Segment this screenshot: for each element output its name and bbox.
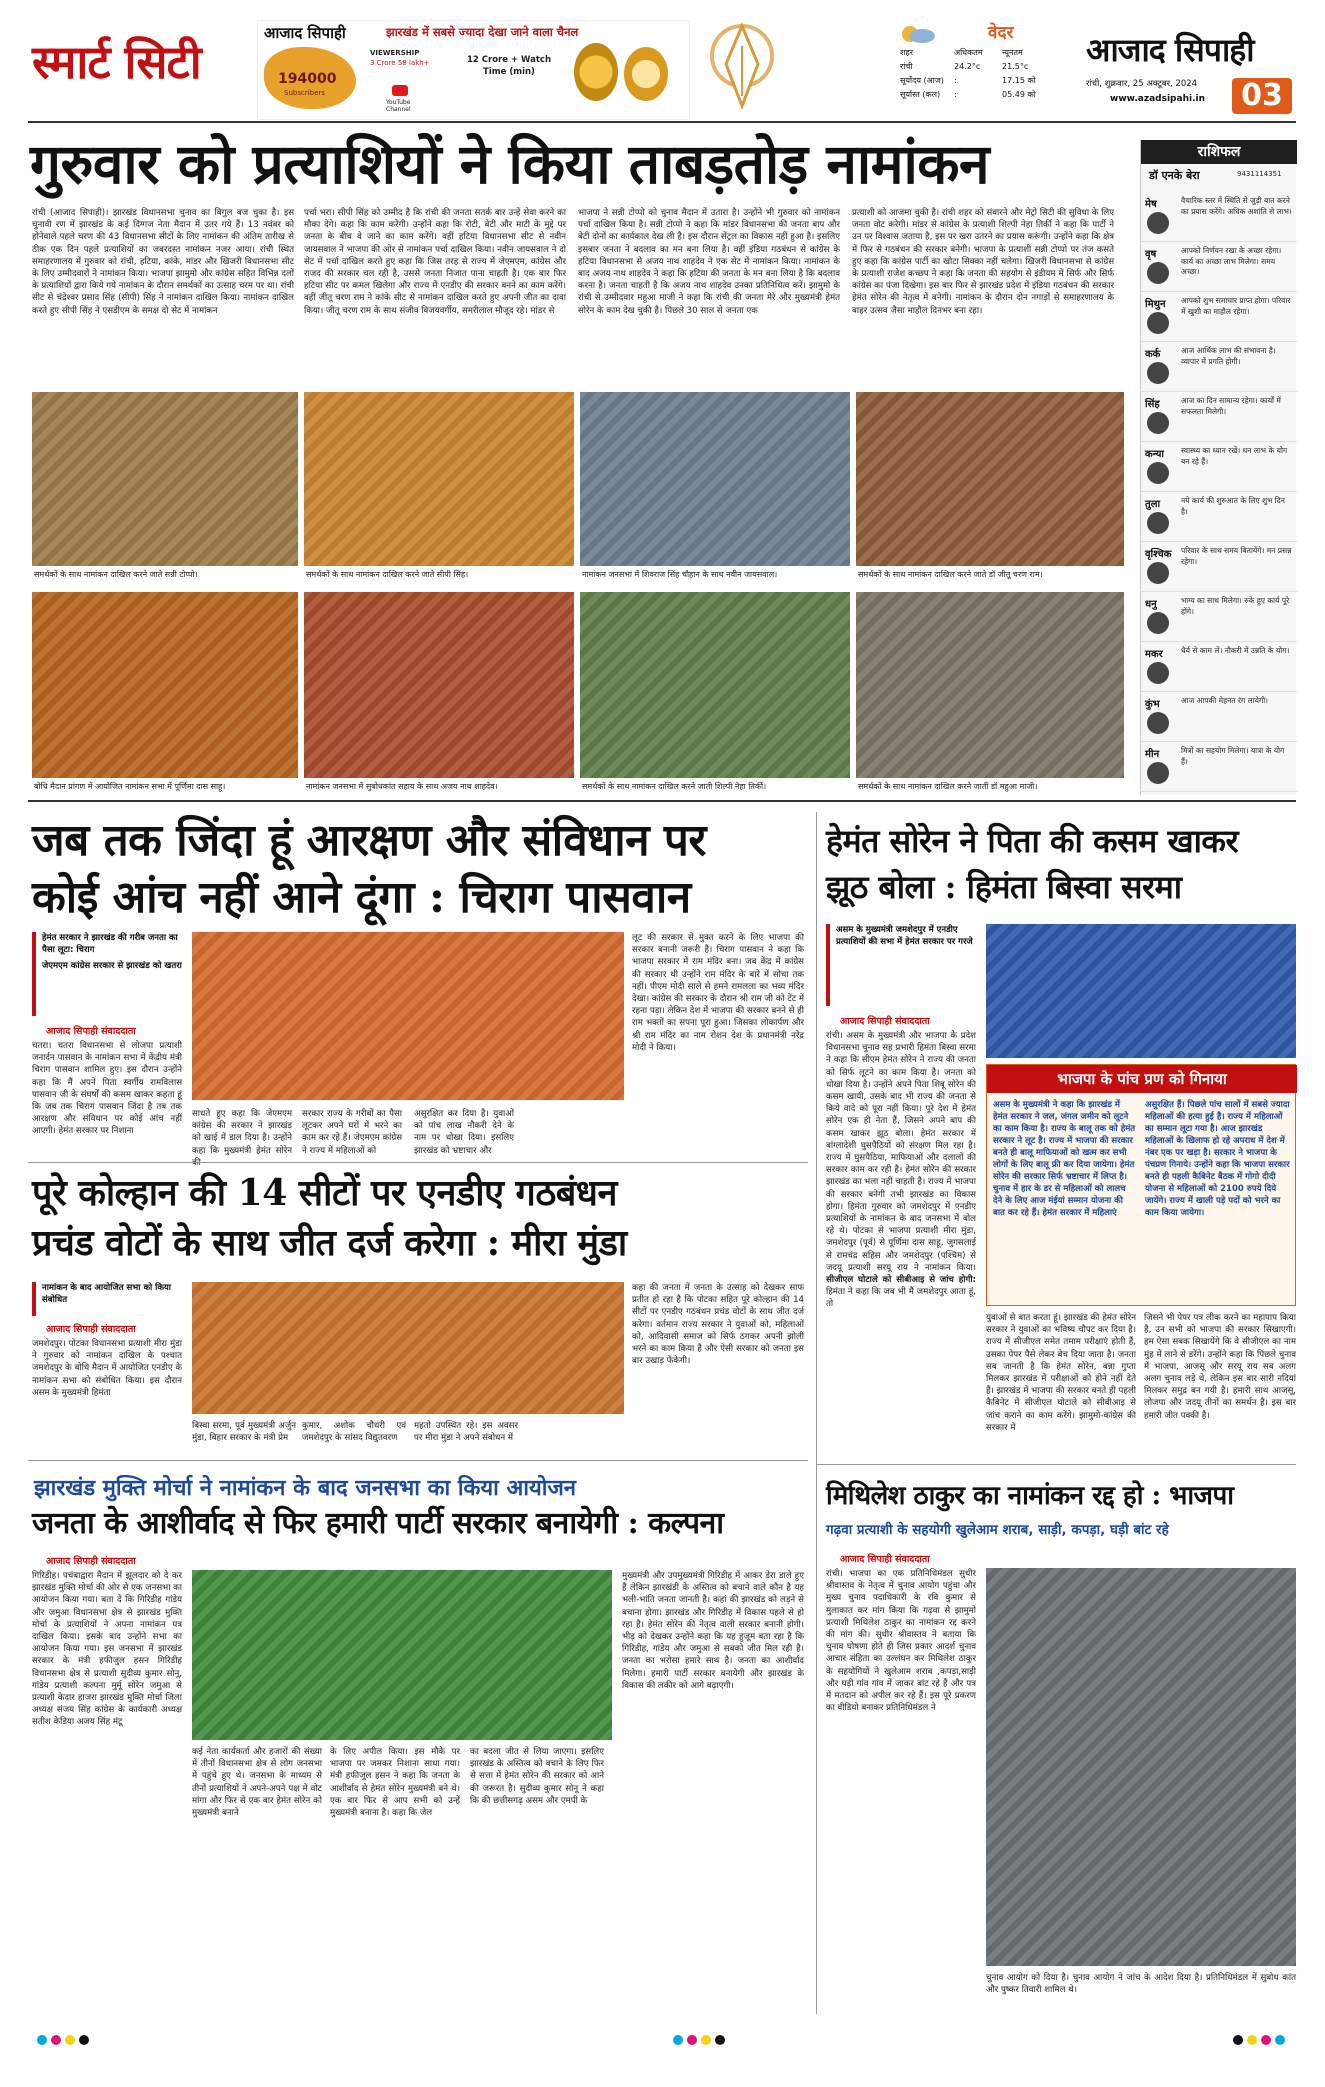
mithilesh-col-1: रांची। भाजपा का एक प्रतिनिधिमंडल सुधीर श्रीवास्तव के नेतृत्व में चुनाव आयोग पहुंचा और मुख्य चुनाव पदाधिकारी के रवि कुमार से मुलाकात कर मांग किया कि गढ़वा से झामुमो प्रत्याशी मिथिलेश ठाकुर का नामांकन रद्द करने की मांग की। सुधीर श्रीवास्तव ने बताया कि चुनाव घोषणा होते ही जिस प्रकार आदर्श चुनाव आचार संहिता का उल्लंघन कर मिथिलेश ठाकुर के सहयोगियों ने खुलेआम शराब ,कपड़ा,साड़ी और घड़ी गांव गांव में जाकर बांट रहे हैं और पत्र में मतदान को अपील कर रहे हैं। इस पूरे प्रकरण का वीडियो बनाकर प्रतिनिधिमंडल ने	[826, 1569, 976, 1714]
rashi-text: धैर्य से काम लें। नौकरी में उन्नति के योग।	[1181, 646, 1290, 655]
rashi-name: मकर	[1145, 649, 1163, 660]
rashifal-list	[1141, 192, 1297, 792]
mithilesh-headline: मिथिलेश ठाकुर का नामांकन रद्द हो : भाजपा	[826, 1481, 1234, 1511]
rashi-name: मिथुन	[1145, 299, 1166, 310]
rashifal-item	[1141, 442, 1297, 492]
lead-col-3: भाजपा ने सन्नी टोप्पो को चुनाव मैदान में उतारा है। उन्होंने भी गुरुवार को नामांकन पर्चा दाखिल किया है। सन्नी टोप्पो ने कहा कि मांडर विधानसभा की जनता बाप और बेटी दोनों का कार्यकाल देख ली है। इस दौरान सेंट्रल का विकास नहीं हुआ है। इसलिए इसबार जनता ने बदलाव का मन बना लिया है। वहीं इंडिया गठबंधन से कांग्रेस के हटिया विधानसभा से अजय नाथ शाहदेव ने एक सेट में नामांकन किया। नामांकन के बाद अजय नाथ शाहदेव ने कहा कि हटिया की जनता के मन बना लिया है कि बदलाव करना है। जनता चाहती है कि अजय नाथ शाहदेव उनका प्रतिनिधित्व करें। झामुमो के रांची से उम्मीदवार महुआ माजी ने कहा कि रांची की जनता मेरे और मुख्यमंत्री हेमंत सोरेन के काम देख चुकी है। पिछले 30 साल से जनता एक	[578, 208, 840, 316]
chirag-headline-2: कोई आंच नहीं आने दूंगा : चिराग पासवान	[32, 872, 691, 923]
rashifal-item	[1141, 592, 1297, 642]
chirag-col-3: सरकार राज्य के गरीबों का पैसा लूटकर अपने घरों में भरने का काम कर रहे हैं। जेएमएम कांग्रेस ने राज्य में महिलाओं को	[302, 1109, 402, 1156]
lead-caption-1: समर्थकों के साथ नामांकन दाखिल करने जाते सन्नी टोप्पो।	[34, 570, 198, 579]
weather-box	[892, 20, 1054, 112]
zodiac-icon	[1147, 662, 1169, 684]
weather-cell: सूर्यास्त (कल)	[900, 90, 941, 99]
rashi-name: सिंह	[1145, 399, 1160, 410]
weather-row	[900, 46, 1050, 60]
weather-cell: रांची	[900, 62, 913, 71]
weather-cell: सूर्योदय (आज)	[900, 76, 944, 85]
channel-banner	[257, 20, 690, 120]
rule-jmm	[28, 1460, 808, 1461]
zodiac-icon	[1147, 462, 1169, 484]
himanta-col-3: जिसने भी पेपर पत्र लीक करने का महापाप किया है, उन सभी को भाजपा की सरकार सिखाएगी। हम ऐसा सबक सिखायेंगे कि वे सीजीएल का नाम मुंह में लाने से डरेंगे। उन्होंने कहा कि पिछले चुनाव में भाजपा, आजसू और सरयू राय सब अलग अलग चुनाव लड़े थे, लेकिन इस बार सारी नदियां मिलकर समुद्र बन गयी है। हमारी साथ आजसू, लोजपा और जदयू तीनों का समर्थन है। इस बार हमारी जीत पक्की है।	[1144, 1313, 1296, 1421]
mithilesh-byline: आजाद सिपाही संवाददाता	[840, 1554, 930, 1565]
lead-caption-3: नामांकन जनसभा में शिवराज सिंह चौहान के साथ नवीन जायसवाल।	[582, 570, 778, 579]
himanta-box-right: असुरक्षित हैं। पिछले पांच सालों में सबसे ज्यादा महिलाओं की हत्या हुई है। राज्य में महिलाओं का सम्मान लूटा गया है। आज झारखंड महिलाओं के खिलाफ हो रहे अपराध में देश में नंबर एक पर खड़ा है। सरकार ने भाजपा के पंचप्रण गिनाये। उन्होंने कहा कि भाजपा सरकार बनते ही पहली कैबिनेट बैठक में गोगो दीदी योजना से महिलाओं को 2100 रुपये दिये जायेंगे। राज्य में खाली पड़े पदों को भरने का काम किया जायेगा।	[1145, 1100, 1290, 1218]
rule-mithilesh	[816, 1464, 1296, 1465]
lead-photo-4	[856, 392, 1124, 566]
lead-caption-7: समर्थकों के साथ नामांकन दाखिल करने जाती शिल्पी नेहा तिर्की।	[582, 782, 767, 791]
chirag-col-5: लूट की सरकार से मुक्त करने के लिए भाजपा की सरकार बनानी जरूरी है। चिराग पासवान ने कहा कि भाजपा सरकार में राम मंदिर बना। जब केंद्र में कांग्रेस की सरकार थी उन्होंने राम मंदिर के बारे में सोचा तक नहीं। पीएम मोदी साले से हमने रामलला का भव्य मंदिर देखा। कांग्रेस की सरकार के दौरान श्री राम जी को टेंट में रहना पड़ा। लेकिन देश में भाजपा की सरकार बनने से ही राम भक्तों का सपना पूरा हुआ। जिसका लोकार्पण और श्री राम मंदिर का नाम रोशन देश के प्रधानमंत्री नरेंद्र मोदी ने किया।	[632, 933, 804, 1053]
kolhan-col-1: जमशेदपुर। पोटका विधानसभा प्रत्याशी मीरा मुंडा ने गुरुवार को नामांकन दाखिल के पश्चात जमशेदपुर के बोधि मैदान में आयोजित एनडीए के नामांकन सभा को संबोधित किया। इस दौरान असम के मुख्यमंत्री हिमंता	[32, 1339, 182, 1398]
youtube-icon	[392, 85, 408, 96]
banner-brand: आजाद सिपाही	[264, 24, 346, 42]
jmm-photo	[192, 1570, 612, 1740]
rashifal-item	[1141, 292, 1297, 342]
jmm-col-2: कई नेता कार्यकर्ता और हजारों की संख्या में तीनों विधानसभा क्षेत्र से लोग जनसभा में पहुंचे हुए थे। जनसभा के माध्यम से तीनों प्रत्याशियों ने अपने-अपने पक्ष में वोट मांगा और फिर से एक बार हेमंत सोरेन को मुख्यमंत्री बनाने	[192, 1747, 322, 1819]
rashi-name: तुला	[1145, 499, 1161, 510]
youtube-label: YouTube Channel	[386, 99, 411, 113]
zodiac-icon	[1147, 612, 1169, 634]
rashi-text: आज आपकी मेहनत रंग लायेगी।	[1181, 696, 1268, 705]
rashifal-item	[1141, 342, 1297, 392]
himanta-kicker-box	[826, 924, 976, 1006]
chirag-col-4: असुरक्षित कर दिया है। युवाओं को पांच लाख नौकरी देने के नाम पर धोखा दिया। इसलिए झारखंड को भ्रष्टाचार और	[414, 1109, 514, 1156]
himanta-kicker: असम के मुख्यमंत्री जमशेदपुर में एनडीए प्रत्याशियों की सभा में हेमंत सरकार पर गरजे	[836, 925, 973, 947]
weather-cell: 21.5°c	[1002, 62, 1029, 71]
himanta-col-2: युवाओं से बात करता हूं। झारखंड की हेमंत सोरेन सरकार ने युवाओं का भविष्य चौपट कर दिया है। राज्य में सीजीएल समेत तमाम परीक्षाएं होती हैं, उसका पेपर पैसे लेकर बेच दिया जाता है। जनता सब जानती है कि हेमंत सोरेन, बन्ना गुप्ता मिलकर झारखंड में परीक्षाओं को होने नहीं देते हैं। झारखंड में भाजपा की सरकार बनते ही पहली कैबिनेट में सीजीएल घोटाले को सीबीआइ से जांच कराने का काम करेंगे। झामुमो-कांग्रेस की सरकार में	[986, 1313, 1136, 1433]
watch-time: 12 Crore + Watch Time (min)	[466, 55, 552, 77]
lead-col-4: प्रत्याशी को आजमा चुकी है। रांची शहर को संवारने और मेट्रो सिटी की सुविधा के लिए जनता वोट करेगी। मांडर से कांग्रेस के प्रत्याशी शिल्पी नेहा तिर्की ने कहा कि पार्टी ने उन पर विश्वास जताया है, इस पर खरा उतरने का प्रयास करूंगी। उन्होंने कहा कि क्षेत्र में फिर से गठबंधन की सरकार बनेगी। भाजपा के प्रत्याशी सन्नी टोप्पो पर तंज कसते हुए कहा कि कांग्रेस पार्टी का खोटा सिक्का नहीं चलेगा। खिजरी विधानसभा से कांग्रेस के प्रत्याशी राजेश कच्छप ने कहा कि जनता की सहयोग से इंडीयम में सिर्फ और सिर्फ कांग्रेस का पंजा दिखेगा। इस बार फिर से झारखंड प्रदेश में इंडिया गठबंधन की सरकार हेमंत सोरेन की नेतृत्व में बनेगी। नामांकन के दौरान दोन नगाड़ों से समाहरणालय के बाहर उत्सव जैसा माहौल दिनभर बना रहा।	[852, 208, 1114, 316]
lead-caption-6: नामांकन जनसभा में सुबोधकांत सहाय के साथ अजय नाथ शाहदेव।	[306, 782, 498, 791]
jmm-col-1: गिरिडीह। पचंबाद्वारा मैदान में झूलदार को दे कर झारखंड मुक्ति मोर्चा की ओर से एक जनसभा का आयोजन किया गया। बता दें कि गिरिडीह गांडेय और जमुआ विधानसभा क्षेत्र से झारखंड मुक्ति मोर्चा के प्रत्याशियों ने अपना नामांकन पत्र दाखिल किया। इसके बाद उन्होंने सभा का आयोजन किया गया। इस जनसभा में झारखंड सरकार के मंत्री हफीजुल हसन गिरिडीह विधानसभा क्षेत्र से प्रत्याशी सुदीव्य कुमार सोनू, गांडेय प्रत्याशी कल्पना मुर्मू सोरेन जमुआ से प्रत्याशी केदार हाजरा झारखंड मुक्ति मोर्चा जिला अध्यक्ष संजय सिंह कांग्रेस के कार्यकारी अध्यक्ष सतीश केडिया अजय सिंह मंटू	[32, 1571, 182, 1728]
chirag-kicker-2: जेएमएम कांग्रेस सरकार से झारखंड को खतरा	[42, 961, 182, 971]
viewership-label: VIEWERSHIP	[370, 49, 420, 57]
chirag-byline: आजाद सिपाही संवाददाता	[46, 1026, 136, 1037]
rashifal-item	[1141, 242, 1297, 292]
jmm-byline: आजाद सिपाही संवाददाता	[46, 1556, 136, 1567]
rashifal-item	[1141, 392, 1297, 442]
chirag-photo	[192, 932, 624, 1100]
himanta-subhead: सीजीएल घोटाले को सीबीआइ से जांच होगी:	[826, 1275, 976, 1286]
himanta-box-title: भाजपा के पांच प्रण को गिनाया	[987, 1065, 1297, 1093]
mithilesh-subhead: गढ़वा प्रत्याशी के सहयोगी खुलेआम शराब, साड़ी, कपड़ा, घड़ी बांट रहे	[826, 1522, 1169, 1538]
rashifal-item	[1141, 492, 1297, 542]
weather-cell: :	[954, 76, 957, 85]
kolhan-col-5: कहा की जनता में जनता के उत्साह को देखकर साफ प्रतीत हो रहा है कि पोटका सहित पूरे कोल्हान की 14 सीटों पर एनडीए गठबंधन प्रचंड वोटों के साथ जीत दर्ज करेगा। वर्तमान राज्य सरकार ने युवाओं को, महिलाओं को, आदिवासी समाज को सिर्फ ठगकर अपनी झोली भरने का काम किया है और ऐसी सरकार को जनता इस बार उखाड़ फेंकेगी।	[632, 1283, 804, 1367]
masthead-rule	[28, 121, 1296, 123]
rashi-text: मित्रों का सहयोग मिलेगा। यात्रा के योग हैं।	[1181, 746, 1285, 766]
jmm-col-3: के लिए अपील किया। इस मौके पर भाजपा पर जमकर निशाना साधा गया। मंत्री हफीजुल हसन ने कहा कि जनता के आशीर्वाद से हेमंत सोरेन मुख्यमंत्री बने थे। एक बार फिर से आप सभी को उन्हें मुख्यमंत्री बनाना है। कहा कि जेल	[330, 1747, 460, 1819]
weather-cell: 24.2°c	[954, 62, 981, 71]
lead-col-2: पर्चा भरा। सीपी सिंह को उम्मीद है कि रांची की जनता सतर्क बार उन्हें सेवा करने का मौका देंगे। कहा कि काम करेंगी। उन्होंने कहा कि रोटी, बेटी और माटी के मुद्दे पर जनता के बीच वे जाने का काम करेंगे। वहीं हटिया विधानसभा सीट से नवीन जायसवाल ने भाजपा की ओर से नामांकन पर्चा दाखिल किया। नवीन जायसवाल ने दो सेट में पर्चा दाखिल करते हुए कहा कि जिस तरह से राज्य में जेएमएम, कांग्रेस और राजद की सरकार चल रही है, उससे जनता निजात पाना चाहती है। एक बार फिर हटिया सीट पर कमल खिलेगा और राज्य में एनडीए की सरकार बनने का काम करेंगे। वहीं जीतू चरण राम ने कांके सीट से नामांकन दाखिल करते हुए अपनी जीत का दावा किया। जीतू चरण राम के साथ संजीव विजयवर्गीय, समरीलाल मौजूद रहे। मांडर से	[304, 208, 566, 316]
jmm-headline: जनता के आशीर्वाद से फिर हमारी पार्टी सरकार बनायेगी : कल्पना	[32, 1506, 724, 1541]
himanta-headline-1: हेमंत सोरेन ने पिता की कसम खाकर	[826, 822, 1239, 860]
website: www.azadsipahi.in	[1110, 94, 1205, 104]
himanta-col-1	[826, 1030, 976, 1460]
rashi-name: कुंभ	[1145, 699, 1160, 710]
rashi-name: मीन	[1145, 749, 1160, 760]
kolhan-headline-2: प्रचंड वोटों के साथ जीत दर्ज करेगा : मीरा मुंडा	[32, 1222, 627, 1264]
chirag-kicker: हेमंत सरकार ने झारखंड की गरीब जनता का पैसा लूटा: चिराग	[42, 933, 178, 955]
weather-cell: :	[954, 90, 957, 99]
weather-row	[900, 60, 1050, 74]
himanta-box	[986, 1064, 1296, 1306]
rashi-name: वृष	[1145, 249, 1157, 260]
weather-cell: शहर	[900, 48, 913, 57]
lead-col-1: रांची (आजाद सिपाही)। झारखंड विधानसभा चुनाव का बिगुल बज चुका है। इस चुनावी रण में झारखंड के कई दिग्गज नेता मैदान में उतर गये हैं। 13 नवंबर को होनेवाले पहले चरण की 43 विधानसभा सीटों के लिए नामांकन की अंतिम तारीख से ठीक एक दिन पहले प्रत्याशियों का जबरदस्त नामांकन नजर आया। रांची स्थित समाहरणालय में गुरुवार को रांची, हटिया, कांके, मांडर और खिजरी विधानसभा सीट के लिए उम्मीदवारों ने नामांकन किया। भाजपा झामुमो और कांग्रेस सहित विभिन्न दलों के प्रत्याशियों द्वारा किये गये नामांकन के दौरान समर्थकों का उत्साह चरम पर था। रांची सीट से चंद्रेश्वर प्रसाद सिंह (सीपी) सिंह ने नामांकन दाखिल किया। नामांकन दाखिल करते हुए सीपी सिंह ने एसडीएम के समक्ष दो सेट में नामांकन	[32, 208, 294, 316]
rashi-text: आज का दिन सामान्य रहेगा। कार्यों में सफलता मिलेगी।	[1181, 396, 1281, 416]
rashi-text: आपको निर्णयन रखा के अच्छा रहेगा। कार्य का अच्छा लाभ मिलेगा। समय अच्छा।	[1181, 246, 1282, 276]
jmm-kicker-head: झारखंड मुक्ति मोर्चा ने नामांकन के बाद जनसभा का किया आयोजन	[34, 1475, 577, 1501]
rashi-text: आज आर्थिक लाभ की संभावना है। व्यापार में प्रगति होगी।	[1181, 346, 1276, 366]
mithilesh-divider	[816, 1464, 817, 2014]
rashi-text: आपको शुभ समाचार प्राप्त होगा। परिवार में खुशी का माहौल रहेगा।	[1181, 296, 1291, 316]
astrologer-name: डॉ एनके बेरा	[1149, 169, 1200, 182]
weather-title: वेदर	[988, 23, 1014, 43]
kolhan-kicker: नामांकन के बाद आयोजित सभा को किया संबोधित	[42, 1283, 171, 1305]
subscriber-label: Subscribers	[284, 89, 325, 97]
rashi-text: भाग्य का साथ मिलेगा। रुके हुए कार्य पूरे होंगे।	[1181, 596, 1290, 616]
kolhan-col-4: महतो उपस्थित रहे। इस अवसर पर मीरा मुंडा ने अपने संबोधन में	[414, 1421, 518, 1444]
lead-photo-8	[856, 592, 1124, 778]
zodiac-icon	[1147, 262, 1169, 284]
chirag-kicker-box	[32, 932, 182, 1016]
mithilesh-photo	[986, 1568, 1296, 1966]
weather-cloud-icon	[898, 22, 936, 44]
rashifal-title: राशिफल	[1141, 140, 1297, 164]
lead-caption-5: बोधि मैदान प्रांगण में आयोजित नामांकन सभा में पूर्णिमा दास साहू।	[34, 782, 226, 791]
zodiac-icon	[1147, 362, 1169, 384]
award-badge-icon	[574, 43, 618, 101]
astrologer-phone: 9431114351	[1237, 170, 1282, 178]
lead-photo-6	[304, 592, 574, 778]
lead-caption-8: समर्थकों के साथ नामांकन दाखिल करने जातीं डॉ महुआ माजी।	[858, 782, 1038, 791]
himanta-headline-2: झूठ बोला : हिमंता बिस्वा सरमा	[826, 868, 1182, 906]
section-rule	[28, 800, 1296, 802]
pen-nib-icon	[702, 16, 782, 112]
weather-row	[900, 74, 1050, 88]
weather-row	[900, 88, 1050, 102]
zodiac-icon	[1147, 762, 1169, 784]
rashifal-item	[1141, 742, 1297, 792]
viewership-count: 3 Crore 58 lakh+	[370, 59, 430, 67]
weather-cell: न्यूनतम	[1002, 48, 1023, 57]
himanta-box-left: असम के मुख्यमंत्री ने कहा कि झारखंड में हेमंत सरकार ने जल, जंगल जमीन को लूटने का काम किया है। राज्य के बालू तक को हेमंत सरकार ने लूट है। राज्य में भाजपा की सरकार बनते ही बालू माफियाओं को खत्म कर सभी लोगों के लिए बालू फ्री कर दिया जायेगा। हेमंत सोरेन की सरकार सिर्फ भ्रष्टाचार में लिप्त है। चुनाव में हार के डर से महिलाओं को लालच देने के लिए आज मंईयां सम्मान योजना की बात कर रहे हैं। हेमंत सरकार में महिलाएं	[993, 1100, 1136, 1218]
lead-photo-3	[580, 392, 850, 566]
banner-tagline: झारखंड में सबसे ज्यादा देखा जाने वाला चैनल	[386, 25, 579, 39]
lead-caption-4: समर्थकों के साथ नामांकन दाखिल करने जाते डॉ जीतू चरण राम।	[858, 570, 1043, 579]
masthead	[0, 0, 1325, 118]
weather-cell: 05.49 को	[1002, 90, 1036, 99]
mithilesh-caption: चुनाव आयोग को दिया है। चुनाव आयोग ने जांच के आदेश दिया है। प्रतिनिधिमंडल में सुबोध कांत और पुष्कर तिवारी शामिल थे।	[986, 1973, 1296, 1996]
kolhan-photo	[192, 1282, 624, 1414]
rashi-text: वैचारिक स्तर में स्थिति से जुड़ी बात करने का प्रयास करेंगे। अधिक अशांति से लाभ।	[1181, 196, 1292, 216]
rashifal-item	[1141, 642, 1297, 692]
rashi-text: स्वास्थ्य का ध्यान रखें। धन लाभ के योग बन रहे हैं।	[1181, 446, 1288, 466]
paper-name: आजाद सिपाही	[1086, 31, 1254, 69]
kolhan-byline: आजाद सिपाही संवाददाता	[46, 1324, 136, 1335]
weather-cell: 17.15 को	[1002, 76, 1036, 85]
rashifal-item	[1141, 542, 1297, 592]
zodiac-icon	[1147, 412, 1169, 434]
kolhan-kicker-box	[32, 1282, 182, 1316]
rashi-name: कन्या	[1145, 449, 1165, 460]
subscriber-count: 194000	[278, 71, 337, 87]
section-title: स्मार्ट सिटी	[32, 35, 201, 89]
himanta-col-1-tail: हिमंता ने कहा कि जब भी मैं जमशेदपुर आता हूं, तो	[826, 1287, 976, 1310]
lead-photo-7	[580, 592, 850, 778]
rashi-name: वृश्चिक	[1145, 549, 1172, 560]
lead-photo-1	[32, 392, 298, 566]
rashifal-item	[1141, 692, 1297, 742]
weather-table	[900, 46, 1050, 102]
rashifal-item	[1141, 192, 1297, 242]
rashi-text: नये कार्य की शुरुआत के लिए शुभ दिन है।	[1181, 496, 1285, 516]
registration-marks	[28, 2030, 1296, 2050]
rashifal-panel	[1140, 140, 1296, 795]
himanta-divider	[816, 812, 817, 1464]
zodiac-icon	[1147, 312, 1169, 334]
chirag-col-1: चतरा। चतरा विधानसभा से लोजपा प्रत्याशी जनार्दन पासवान के नामांकन सभा में केंद्रीय मंत्री चिराग पासवान शामिल हुए। इस दौरान उन्होंने कहा कि मैं अपने पिता स्वर्गीय रामविलास पासवान जी के संघर्षों की कसम खाकर कहता हूं कि जब तक चिराग पासवान जिंदा है तब तक आरक्षण और संविधान पर कोई आंच नहीं आएगी। हेमंत सरकार पर निशाना	[32, 1041, 182, 1137]
kolhan-col-3: कुमार, अशोक चौधरी एवं जमशेदपुर के सांसद विद्युतवरण	[302, 1421, 406, 1444]
himanta-photo	[986, 924, 1296, 1058]
jmm-col-4: का बदला जीत से लिया जाएगा। इसलिए झारखंड के अस्तित्व को बचाने के लिए फिर से सत्ता में हेमंत सोरेन की सरकार को आने की जरूरत है। सुदीव्य कुमार सोनू ने कहा कि की छत्तीसगढ़ असम और एमपी के	[470, 1747, 604, 1806]
himanta-byline: आजाद सिपाही संवाददाता	[840, 1016, 930, 1027]
dateline: रांची, शुक्रवार, 25 अक्टूबर, 2024	[1086, 79, 1198, 89]
chirag-headline-1: जब तक जिंदा हूं आरक्षण और संविधान पर	[32, 815, 706, 866]
zodiac-icon	[1147, 712, 1169, 734]
zodiac-icon	[1147, 562, 1169, 584]
weather-cell: अधिकतम	[954, 48, 983, 57]
himanta-col-1-text: रांची। असम के मुख्यमंत्री और भाजपा के प्रदेश विधानसभा चुनाव सह प्रभारी हिमंता बिस्वा सरमा ने कहा कि सीएम हेमंत सोरेन ने राज्य की जनता को सिर्फ लूटने का काम किया है। जनता को धोखा दिया है। उन्होंने अपने पिता शिबू सोरेन की कसम खायी, उसके बाद भी राज्य की जनता से किये वादे को पूरा नहीं किया। पूरे देश में हेमंत सोरेन एक ही नेता हैं, जिसने अपने बाप की कसम खाकर झूठ बोला। हेमंत सरकार में बांग्लादेशी घुसपैठियों को संरक्षण मिल रहा है। राज्य में घुसपैठिया, माफियाओं और दलालों की सरकार काम कर रही है। हेमंत सोरेन की सरकार झारखंड का भला नहीं चाहती है। राज्य में भाजपा की सरकार बनेगी तभी झारखंड का विकास होगा। हिमंता गुरुवार को जमशेदपुर में एनडीए प्रत्याशियों के नामांकन के बाद जनसभा में बोल रहे थे। पोटका से भाजपा प्रत्याशी मीरा मुंडा, जमशेदपुर (पूर्व) से पूर्णिमा दास साहू, जुगसलाई से रामचंद्र सहिस और जमशेदपुर (पश्चिम) से जदयू प्रत्याशी सरयू राय ने नामांकन किया।	[826, 1031, 976, 1273]
rashi-text: परिवार के साथ समय बितायेंगे। मन प्रसन्न रहेगा।	[1181, 546, 1292, 566]
lead-headline: गुरुवार को प्रत्याशियों ने किया ताबड़तोड़ नामांकन	[30, 131, 989, 196]
rashi-name: धनु	[1145, 599, 1157, 610]
kolhan-headline-1: पूरे कोल्हान की 14 सीटों पर एनडीए गठबंधन	[32, 1172, 617, 1214]
page-number: 03	[1232, 78, 1292, 114]
lead-photo-5	[32, 592, 298, 778]
kolhan-col-2: बिस्वा सरमा, पूर्व मुख्यमंत्री अर्जुन मुंडा, बिहार सरकार के मंत्री प्रेम	[192, 1421, 296, 1444]
rule-kolhan	[28, 1162, 808, 1163]
rashi-name: कर्क	[1145, 349, 1161, 360]
award-badge-icon-2	[624, 47, 668, 101]
lead-caption-2: समर्थकों के साथ नामांकन दाखिल करने जाते सीपी सिंह।	[306, 570, 469, 579]
zodiac-icon	[1147, 212, 1169, 234]
lead-photo-2	[304, 392, 574, 566]
jmm-col-5: मुख्यमंत्री और उपमुख्यमंत्री गिरिडीह में आकर डेरा डाले हुए हैं लेकिन झारखंडी के अस्तित्व को बचाने वाले कौन है यह भली-भांति जनता जानती है। कहां की झारखंड को लड़ने से बचाना होगा। झारखंड और गिरिडीह में विकास पहले से हो रहा है। हेमंत सोरेन की नेतृत्व वाली सरकार बनानी होगी। भीड़ को देखकर उन्होंने कहा कि यह हुजूम बता रहा है कि गिरिडीह, गांडेय और जमुआ से सबको जीत मिल रही है। जनता का भरोसा हमारे साथ है। जनता का आशीर्वाद मिलेगा। हमारी पार्टी सरकार बनायेगी और झारखंड के विकास की लकीर को आगे बढ़ाएगी।	[622, 1571, 804, 1691]
chirag-col-2: साधते हुए कहा कि जेएमएम कांग्रेस की सरकार ने झारखंड को खाई में डाल दिया है। उन्होंने कहा कि मुख्यमंत्री हेमंत सोरेन	[192, 1109, 292, 1156]
zodiac-icon	[1147, 512, 1169, 534]
rashi-name: मेष	[1145, 199, 1157, 210]
